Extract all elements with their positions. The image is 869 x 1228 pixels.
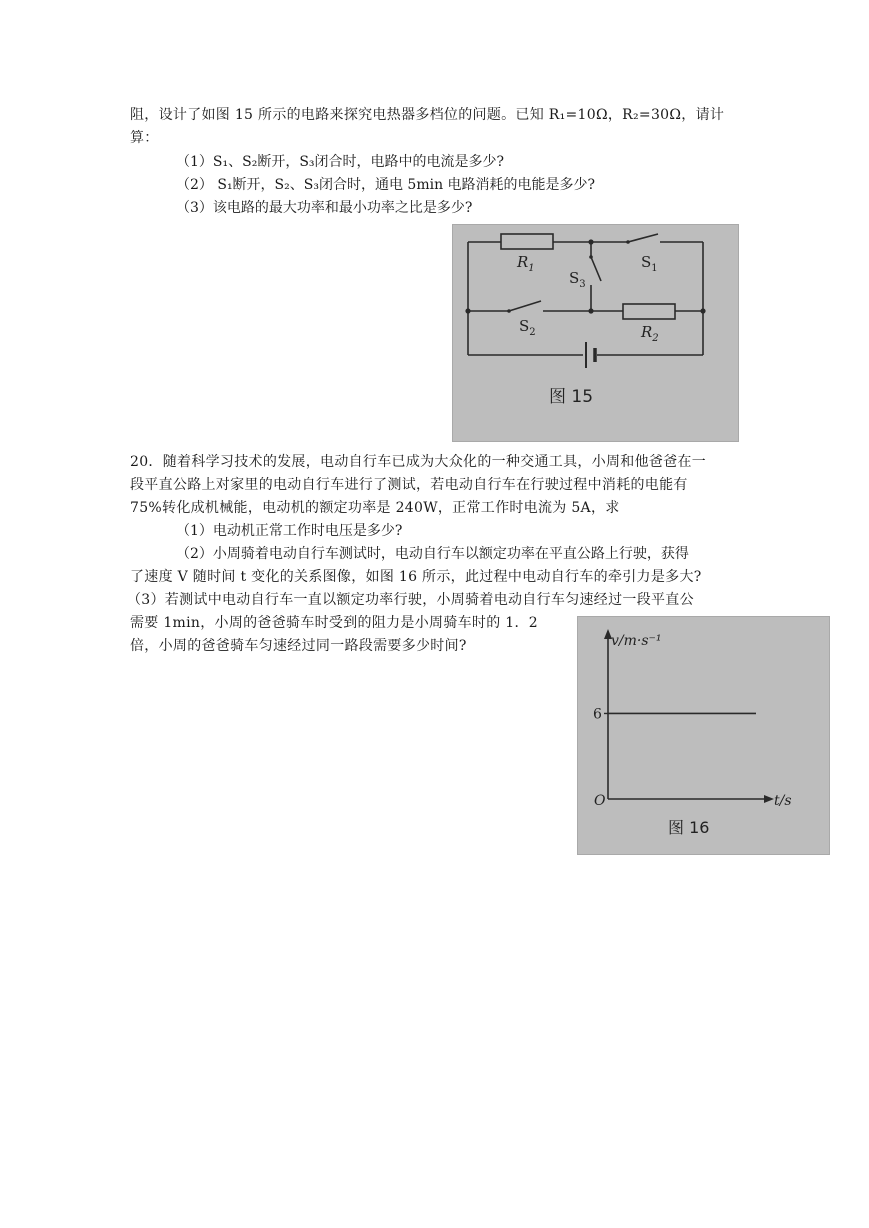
label-s3: $S_3$ [569,269,586,290]
resistor-r1 [501,234,553,249]
origin-label: O [594,793,606,809]
problem20-question1: （1）电动机正常工作时电压是多少? [176,523,403,539]
label-r2: $R_2$ [641,323,659,344]
problem19-question2: （2） S₁断开，S₂、S₃闭合时，通电 5min 电路消耗的电能是多少? [176,177,596,193]
problem20-question3-line3: 倍，小周的爸爸骑车匀速经过同一路段需要多少时间? [130,638,467,654]
y-tick-label: 6 [593,706,602,723]
switch-s2 [509,301,541,311]
figure16-graph [577,616,830,855]
problem20-question2-line2: 了速度 V 随时间 t 变化的关系图像，如图 16 所示，此过程中电动自行车的牵引力是多大? [130,569,702,585]
label-s2: $S_2$ [519,317,536,338]
problem20-line3: 75%转化成机械能，电动机的额定功率是 240W，正常工作时电流为 5A，求 [130,500,620,516]
problem20-line2: 段平直公路上对家里的电动自行车进行了测试，若电动自行车在行驶过程中消耗的电能有 [130,477,688,493]
x-axis-label: t/s [774,793,792,809]
problem19-intro-line1: 阻，设计了如图 15 所示的电路来探究电热器多档位的问题。已知 R₁=10Ω，R₂=30Ω，请计 [130,107,725,123]
problem20-question3-line1: （3）若测试中电动自行车一直以额定功率行驶，小周骑着电动自行车匀速经过一段平直公 [127,592,694,608]
problem20-question3-line2: 需要 1min，小周的爸爸骑车时受到的阻力是小周骑车时的 1．2 [130,615,538,631]
problem20-question2-line1: （2）小周骑着电动自行车测试时，电动自行车以额定功率在平直公路上行驶，获得 [176,546,689,562]
figure16-caption: 图 16 [668,818,710,837]
problem20-line1: 20．随着科学习技术的发展，电动自行车已成为大众化的一种交通工具，小周和他爸爸在一 [130,454,707,470]
label-s1: $S_1$ [641,253,658,274]
problem19-intro-line2: 算： [130,130,159,146]
y-axis-label: v/m·s⁻¹ [611,633,662,649]
x-axis-arrow [764,795,774,803]
label-r1: $R_1$ [517,253,535,274]
figure15-caption: 图 15 [549,387,594,407]
problem19-question3: （3）该电路的最大功率和最小功率之比是多少? [176,200,473,216]
velocity-time-chart [578,617,829,854]
problem19-question1: （1）S₁、S₂断开，S₃闭合时，电路中的电流是多少? [176,154,505,170]
circuit-diagram [453,225,738,441]
switch-s3 [591,257,601,281]
figure15-circuit [452,224,739,442]
switch-s1 [628,234,658,242]
resistor-r2 [623,304,675,319]
